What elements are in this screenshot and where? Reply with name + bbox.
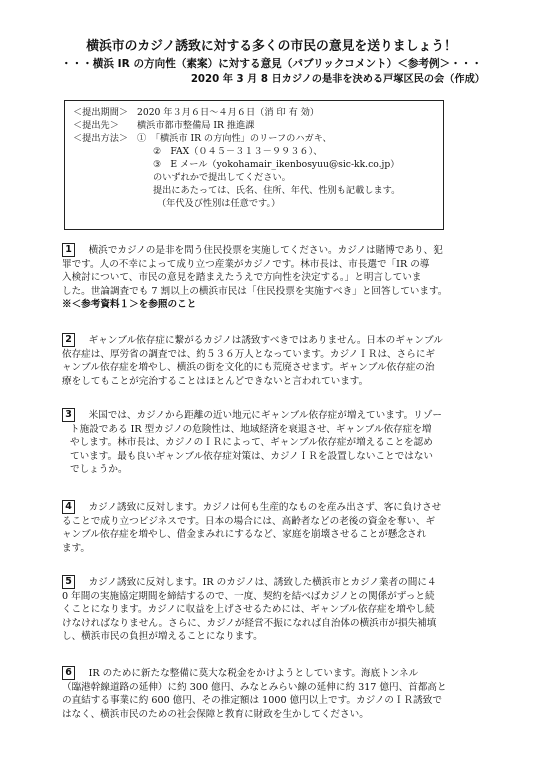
section-line: IR のために新たな整備に莫大な税金をかけようとしています。海底トンネル bbox=[79, 668, 419, 679]
section-6 bbox=[62, 666, 482, 721]
method-row bbox=[73, 132, 437, 145]
method-1: ① 「横浜市 IR の方向性」のリーフのハガキ、 bbox=[137, 133, 332, 145]
section-line: 療をしてもことが完治することはほとんどできないと言われています。 bbox=[62, 375, 369, 387]
note-sub: （年代及び性別は任意です。） bbox=[157, 198, 281, 210]
section-line: やします。林市長は、カジノのＩＲによって、ギャンブル依存症が増えることを認め bbox=[70, 437, 433, 449]
section-line: した。世論調査でも 7 割以上の横浜市民は「住民投票を実施すべき」と回答しています。 bbox=[62, 285, 448, 297]
section-line: 依存症は、厚労省の調査では、約５３６万人となっています。カジノＩＲは、さらにギ bbox=[62, 348, 436, 360]
section-number: 1 bbox=[62, 243, 75, 257]
destination-label: ＜提出先＞ bbox=[73, 120, 119, 132]
method-3: ③ E メール（yokohamair_ikenbosyuu@sic-kk.co.jp） bbox=[153, 159, 400, 171]
submission-info-box bbox=[64, 100, 444, 230]
section-line: カジノ誘致に反対します。IR のカジノは、誘致した横浜市とカジノ業者の間に４ bbox=[79, 577, 437, 588]
either-line: のいずれかで提出してください。 bbox=[153, 172, 291, 184]
method-label: ＜提出方法＞ bbox=[73, 133, 129, 145]
section-line: はなく、横浜市民のための社会保障と教育に財政を生かしてください。 bbox=[62, 708, 369, 720]
period-label: ＜提出期間＞ bbox=[73, 107, 129, 118]
section-1 bbox=[62, 243, 482, 312]
section-line: くことになります。カジノに収益を上げさせるためには、ギャンブル依存症を増やし続 bbox=[62, 604, 435, 616]
period-row bbox=[73, 106, 437, 119]
section-number: 2 bbox=[62, 333, 75, 347]
main-title: 横浜市のカジノ誘致に対する多くの市民の意見を送りましょう！ bbox=[86, 39, 457, 54]
section-line: けなければなりません。さらに、カジノが経営不振になれば自治体の横浜市が損失補填 bbox=[62, 617, 437, 629]
note-line: 提出にあたっては、氏名、住所、年代、性別も記載します。 bbox=[153, 185, 401, 197]
section-4 bbox=[62, 500, 482, 555]
method-2: ② FAX（０４５－３１３－９９３６）、 bbox=[153, 146, 323, 158]
section-line: （臨港幹線道路の延伸）に約 300 億円、みなとみらい線の延伸に約 317 億円、首都高と bbox=[62, 681, 447, 693]
section-line: でしょうか。 bbox=[70, 464, 128, 476]
destination-value: 横浜市都市整備局 IR 推進課 bbox=[137, 120, 255, 132]
section-number: 3 bbox=[62, 408, 75, 422]
section-3 bbox=[62, 408, 482, 477]
section-line: ています。最も良いギャンブル依存症対策は、カジノＩＲを設置しないことではない bbox=[70, 450, 434, 462]
destination-row bbox=[73, 119, 437, 132]
section-line: 米国では、カジノから距離の近い地元にギャンブル依存症が増えています。リゾー bbox=[79, 410, 443, 421]
section-number: 4 bbox=[62, 500, 75, 514]
section-line: 入検討について、市民の意見を踏まえたうえで方向性を決定する。」と明言していま bbox=[62, 272, 422, 284]
author-line: 2020 年 3 月 8 日カジノの是非を決める戸塚区民の会（作成） bbox=[190, 74, 485, 85]
section-number: 6 bbox=[62, 666, 75, 680]
section-5 bbox=[62, 575, 482, 644]
section-line: ます。 bbox=[62, 542, 91, 554]
section-line: カジノ誘致に反対します。カジノは何も生産的なものを産み出さず、客に負けさせ bbox=[79, 502, 442, 513]
reference-note: ※＜参考資料１＞を参照のこと bbox=[62, 299, 197, 311]
subtitle: ・・・横浜 IR の方向性（素案）に対する意見（パブリックコメント）＜参考例＞・・・ bbox=[61, 58, 482, 70]
section-number: 5 bbox=[62, 575, 75, 589]
section-line: ャンブル依存症を増やし、横浜の街を文化的にも荒廃させます。ギャンブル依存症の治 bbox=[62, 362, 435, 374]
section-line: ることで成り立つビジネスです。日本の場合には、高齢者などの老後の資金を奪い、ギ bbox=[62, 515, 436, 527]
section-line: 横浜でカジノの是非を問う住民投票を実施してください。カジノは賭博であり、犯 bbox=[79, 245, 443, 256]
section-2 bbox=[62, 333, 482, 388]
section-line: ャンブル依存症を増やし、借金まみれにするなど、家庭を崩壊させることが懸念され bbox=[62, 529, 427, 541]
section-line: ト施設である IR 型カジノの危険性は、地域経済を衰退させ、ギャンブル依存症を増 bbox=[70, 423, 432, 435]
section-line: し、横浜市民の負担が増えることになります。 bbox=[62, 631, 263, 643]
section-line: 罪です。人の不幸によって成り立つ産業がカジノです。林市長は、市長選で「IR の導 bbox=[62, 258, 430, 270]
period-value: 2020 年３月６日～４月６日（消 印 有 効） bbox=[137, 107, 320, 118]
section-line: ギャンブル依存症に繋がるカジノは誘致すべきではありません。日本のギャンブル bbox=[79, 335, 443, 346]
section-line: 0 年間の実施協定期間を締結するので、一度、契約を結べばカジノとの関係がずっと続 bbox=[62, 590, 435, 602]
section-line: の直結する事業に約 600 億円、その推定額は 1000 億円以上です。カジノのＩＲ誘致で bbox=[62, 695, 442, 707]
